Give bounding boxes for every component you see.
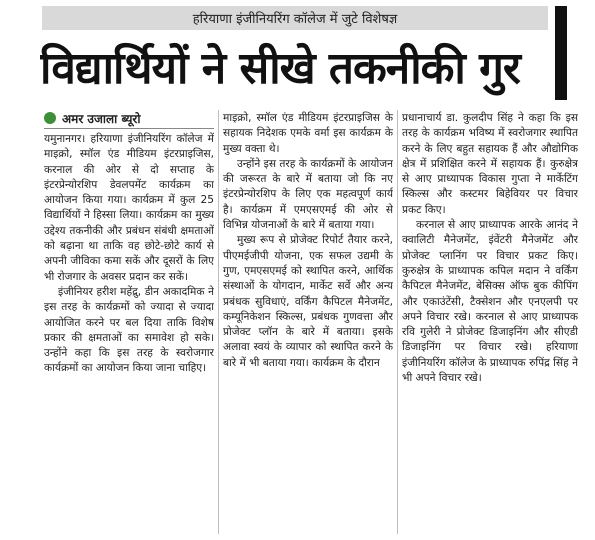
column-divider <box>397 110 398 534</box>
paragraph: यमुनानगर। हरियाणा इंजीनियरिंग कॉलेज में माइक्रो, स्मॉल एंड मीडियम इंटरप्राइजिस, करनाल की ओर से दो सप्ताह के इंटरप्रेन्योरशिप डेवलपमेंट कार्यक्रम का आयोजन किया गया। कार्यक्रम में कुल 25 विद्यार्थियों ने हिस्सा लिया। कार्यक्रम का मुख्य उद्देश्य तकनीकी और प्रबंधन संबंधी क्षमताओं को बढ़ाना था ताकि वह छोटे-छोटे कार्य से अपनी जीविका कमा सकें और दूसरों के लिए भी रोजगार के अवसर प्रदान कर सकें। <box>44 133 214 283</box>
kicker-text: हरियाणा इंजीनियरिंग कॉलेज में जुटे विशेषज्ञ <box>192 12 398 27</box>
decorative-side-bar <box>555 6 567 100</box>
paragraph: उन्होंने इस तरह के कार्यक्रमों के आयोजन की जरूरत के बारे में बताया जो कि नए इंटरप्रेन्योरशिप के लिए एक महत्वपूर्ण कार्य है। कार्यक्रम में एमएसएमई की ओर से विभिन्न योजनाओं के बारे में बताया गया। <box>223 157 393 232</box>
article-column-2 <box>223 111 393 534</box>
paragraph: करनाल से आए प्राध्यापक आरके आनंद ने क्वालिटी मैनेजमेंट, इंवेंटरी मैनेजमेंट और प्रोजेक्ट प्लानिंग पर विचार प्रकट किए। कुरुक्षेत्र के प्राध्यापक कपिल मदान ने वर्किंग कैपिटल मैनेजमेंट, बेसिक्स ऑफ बुक कीपिंग और एकाउंटेंसी, टैक्सेशन और एनएलपी पर अपने विचार रखे। करनाल से आए प्राध्यापक रवि गुलेरी ने प्रोजेक्ट डिजाइनिंग और सीएडी डिजाइनिंग पर विचार रखे। हरियाणा इंजीनियरिंग कॉलेज के प्राध्यापक रुपिंद्र सिंह ने भी अपने विचार रखे। <box>402 219 578 385</box>
paragraph: इंजीनियर हरीश महेंद्रु, डीन अकादमिक ने इस तरह के कार्यक्रमों को ज्यादा से ज्यादा आयोजित करने पर बल दिया ताकि विशेष प्रकार की क्षमताओं का समावेश हो सके। उन्होंने कहा कि इस तरह के स्वरोजगार कार्यक्रमों का आयोजन किया जाना चाहिए। <box>44 285 214 375</box>
headline: विद्यार्थियों ने सीखे तकनीकी गुर <box>40 43 520 94</box>
paragraph: माइक्रो, स्मॉल एंड मीडियम इंटरप्राइजिस के सहायक निदेशक एमके वर्मा इस कार्यक्रम के मुख्य वक्ता थे। <box>223 112 393 155</box>
byline-text: अमर उजाला ब्यूरो <box>62 111 141 126</box>
byline <box>44 110 140 126</box>
paragraph: प्रधानाचार्य डा. कुलदीप सिंह ने कहा कि इस तरह के कार्यक्रम भविष्य में स्वरोजगार स्थापित करने के लिए बहुत सहायक हैं और औद्योगिक क्षेत्र में प्रशिक्षित करने में सहायक हैं। कुरुक्षेत्र से आए प्राध्यापक विकास गुप्ता ने मार्केटिंग स्किल्स और कस्टमर बिहेवियर पर विचार प्रकट किए। <box>402 112 578 216</box>
bullet-icon <box>44 112 56 124</box>
article-column-3 <box>402 111 578 534</box>
column-divider <box>218 110 219 534</box>
paragraph: मुख्य रूप से प्रोजेक्ट रिपोर्ट तैयार करने, पीएमईजीपी योजना, एक सफल उद्यमी के गुण, एमएसएमई को स्थापित करने, आर्थिक संस्थाओं के योगदान, मार्केट सर्वे और अन्य प्रबंधक सुविधाएं, वर्किंग कैपिटल मैनेजमेंट, कम्यूनिकेशन स्किल्स, प्रबंधक गुणवत्ता और प्रोजेक्ट प्लॉन के बारे में बताया। इसके अलावा स्वयं के व्यापार को स्थापित करने के बारे में भी बताया गया। कार्यक्रम के दौरान <box>223 234 393 369</box>
byline-divider <box>44 128 214 129</box>
kicker-strip <box>42 6 548 30</box>
article-column-1 <box>44 132 214 534</box>
